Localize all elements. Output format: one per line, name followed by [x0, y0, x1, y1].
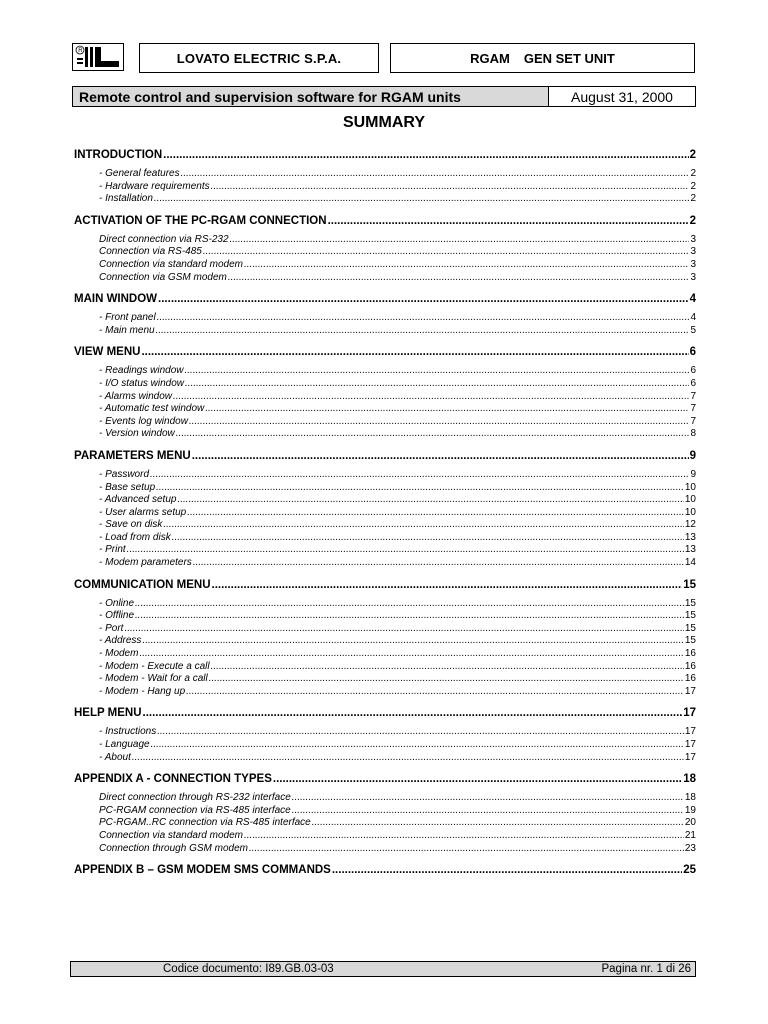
toc-item-page: 10	[684, 506, 696, 518]
toc-leader-dots	[185, 365, 690, 378]
toc-item-page: 18	[684, 792, 696, 804]
toc-leader-dots	[249, 843, 684, 856]
toc-item-page: 2	[690, 180, 696, 192]
toc-item-page: 4	[690, 312, 696, 324]
toc-leader-dots	[132, 752, 684, 765]
toc-leader-dots	[212, 577, 683, 593]
toc-subitems	[74, 163, 696, 206]
toc-leader-dots	[211, 661, 684, 674]
toc-item-page: 7	[690, 415, 696, 427]
toc-leader-dots	[173, 391, 689, 404]
toc-section	[74, 291, 696, 337]
toc-leader-dots	[156, 325, 690, 338]
toc-item-title: Connection via standard modem	[99, 829, 243, 841]
toc-item-page: 15	[684, 610, 696, 622]
toc-section-page: 15	[683, 578, 696, 591]
toc-item-title: - Modem parameters	[99, 557, 192, 569]
toc-item[interactable]	[74, 259, 696, 272]
toc-item-page: 17	[684, 739, 696, 750]
toc-item-title: - Version window	[99, 428, 175, 440]
toc-item-title: - Save on disk	[99, 519, 163, 531]
toc-leader-dots	[244, 259, 689, 272]
product-name: GEN SET UNIT	[523, 50, 615, 66]
toc-item-title: Connection via GSM modem	[99, 271, 227, 283]
toc-item[interactable]	[74, 673, 696, 686]
document-code: Codice documento: I89.GB.03-03	[163, 963, 334, 975]
toc-section-title: APPENDIX B – GSM MODEM SMS COMMANDS	[74, 864, 331, 877]
toc-section	[74, 344, 696, 441]
toc-subitems	[74, 787, 696, 855]
toc-leader-dots	[163, 147, 688, 163]
toc-item[interactable]	[74, 792, 696, 805]
toc-leader-dots	[189, 416, 690, 429]
toc-section-title: COMMUNICATION MENU	[74, 578, 211, 591]
toc-leader-dots	[135, 598, 684, 611]
toc-section	[74, 705, 696, 764]
toc-item-page: 7	[690, 403, 696, 415]
toc-section-heading[interactable]	[74, 771, 696, 787]
toc-leader-dots	[142, 635, 683, 648]
toc-item-title: - Base setup	[99, 481, 156, 493]
toc-item[interactable]	[74, 648, 696, 661]
toc-item-title: - Hardware requirements	[99, 180, 210, 192]
toc-item[interactable]	[74, 817, 696, 830]
toc-item-title: - Modem - Hang up	[99, 685, 186, 697]
toc-item-title: - Print	[99, 544, 126, 556]
toc-leader-dots	[172, 532, 684, 545]
toc-leader-dots	[139, 648, 683, 661]
lovato-logo-icon	[72, 43, 124, 71]
toc-section	[74, 862, 696, 878]
toc-item-title: - Load from disk	[99, 531, 171, 543]
toc-item-title: Connection via RS-485	[99, 246, 202, 258]
subtitle-bar	[72, 86, 696, 107]
toc-item-title: - Alarms window	[99, 390, 172, 402]
toc-item[interactable]	[74, 544, 696, 557]
toc-item-page: 9	[690, 468, 696, 480]
document-date: August 31, 2000	[571, 88, 673, 105]
toc-item-title: - User alarms setup	[99, 506, 187, 518]
toc-section-title: APPENDIX A - CONNECTION TYPES	[74, 773, 272, 786]
toc-item[interactable]	[74, 272, 696, 285]
toc-item-page: 2	[690, 168, 696, 179]
toc-item[interactable]	[74, 391, 696, 404]
toc-section-title: INTRODUCTION	[74, 149, 163, 161]
toc-leader-dots	[230, 234, 690, 247]
toc-item-page: 5	[690, 324, 696, 336]
toc-section-page: 2	[689, 214, 696, 227]
product-code: RGAM	[470, 50, 510, 66]
toc-section-page: 2	[689, 149, 696, 161]
toc-item-page: 16	[684, 660, 696, 672]
page-number: Pagina nr. 1 di 26	[601, 963, 691, 975]
toc-leader-dots	[157, 726, 684, 739]
toc-section-page: 4	[689, 293, 696, 306]
toc-section-page: 25	[683, 864, 696, 877]
toc-item[interactable]	[74, 193, 696, 206]
toc-item-page: 16	[684, 648, 696, 660]
toc-item-title: - Instructions	[99, 726, 157, 738]
toc-subitems	[74, 360, 696, 441]
toc-item-title: PC-RGAM connection via RS-485 interface	[99, 804, 291, 816]
toc-leader-dots	[192, 448, 689, 464]
toc-section-title: VIEW MENU	[74, 346, 141, 359]
product-box	[390, 43, 695, 73]
toc-leader-dots	[186, 686, 684, 699]
toc-leader-dots	[205, 403, 689, 416]
toc-item-page: 23	[684, 842, 696, 854]
toc-item-page: 19	[684, 804, 696, 816]
toc-item-page: 16	[684, 673, 696, 685]
toc-item[interactable]	[74, 752, 696, 765]
toc-item-page: 17	[684, 751, 696, 763]
toc-section-title: ACTIVATION OF THE PC-RGAM CONNECTION	[74, 214, 327, 227]
toc-item[interactable]	[74, 507, 696, 520]
toc-subitems	[74, 593, 696, 699]
toc-item-page: 15	[684, 635, 696, 647]
toc-item[interactable]	[74, 661, 696, 674]
toc-item[interactable]	[74, 623, 696, 636]
toc-item-page: 3	[690, 233, 696, 245]
toc-leader-dots	[158, 291, 689, 307]
toc-item-title: - Modem - Wait for a call	[99, 673, 208, 685]
toc-item-title: - Events log window	[99, 415, 188, 427]
toc-item[interactable]	[74, 181, 696, 194]
company-name: LOVATO ELECTRIC S.P.A.	[139, 43, 379, 73]
toc-item[interactable]	[74, 312, 696, 325]
toc-item-page: 2	[690, 193, 696, 205]
toc-item[interactable]	[74, 726, 696, 739]
toc-item-title: - Modem - Execute a call	[99, 660, 210, 672]
summary-title: SUMMARY	[342, 114, 426, 131]
toc-leader-dots	[185, 378, 689, 391]
toc-subitems	[74, 721, 696, 764]
toc-item[interactable]	[74, 428, 696, 441]
toc-item-title: Connection through GSM modem	[99, 842, 248, 854]
toc-item-title: - General features	[99, 168, 180, 179]
toc-item-title: - Readings window	[99, 365, 184, 377]
toc-item[interactable]	[74, 532, 696, 545]
toc-item-title: - Front panel	[99, 312, 156, 324]
toc-subitems	[74, 229, 696, 284]
toc-item-title: - Installation	[99, 193, 153, 205]
toc-subitems	[74, 307, 696, 337]
toc-section-heading[interactable]	[74, 344, 696, 360]
toc-item-title: - Advanced setup	[99, 494, 177, 506]
toc-item-title: - About	[99, 751, 131, 763]
toc-item[interactable]	[74, 557, 696, 570]
page-footer	[70, 961, 696, 977]
toc-item-page: 13	[684, 544, 696, 556]
toc-item[interactable]	[74, 416, 696, 429]
toc-item-title: - Automatic test window	[99, 403, 205, 415]
toc-item-page: 14	[684, 557, 696, 569]
toc-item[interactable]	[74, 686, 696, 699]
toc-item-title: - Online	[99, 597, 135, 609]
toc-item[interactable]	[74, 519, 696, 532]
toc-item-page: 7	[690, 390, 696, 402]
toc-item[interactable]	[74, 494, 696, 507]
toc-leader-dots	[177, 494, 683, 507]
toc-leader-dots	[143, 705, 683, 721]
toc-leader-dots	[156, 482, 684, 495]
toc-item-page: 3	[690, 271, 696, 283]
toc-leader-dots	[244, 830, 684, 843]
toc-item-page: 17	[684, 726, 696, 738]
toc-item-title: - Address	[99, 635, 142, 647]
toc-section-title: HELP MENU	[74, 707, 142, 720]
toc-section	[74, 147, 696, 206]
toc-item-page: 3	[690, 246, 696, 258]
toc-section-page: 6	[689, 346, 696, 359]
toc-item-title: - Language	[99, 739, 150, 750]
toc-item-page: 6	[690, 377, 696, 389]
toc-item-title: Direct connection through RS-232 interface	[99, 792, 291, 804]
toc-leader-dots	[211, 181, 690, 194]
toc-leader-dots	[193, 557, 684, 570]
toc-section-heading[interactable]	[74, 862, 696, 878]
toc-leader-dots	[163, 519, 684, 532]
toc-leader-dots	[209, 673, 684, 686]
toc-section-heading[interactable]	[74, 213, 696, 229]
toc-section	[74, 771, 696, 855]
toc-leader-dots	[150, 469, 689, 482]
toc-item[interactable]	[74, 234, 696, 247]
toc-item-title: Direct connection via RS-232	[99, 233, 229, 245]
toc-section-page: 18	[683, 773, 696, 786]
toc-item[interactable]	[74, 739, 696, 752]
toc-leader-dots	[127, 544, 684, 557]
toc-leader-dots	[151, 739, 684, 752]
toc-section	[74, 577, 696, 699]
toc-item[interactable]	[74, 610, 696, 623]
toc-section-heading[interactable]	[74, 291, 696, 307]
toc-leader-dots	[328, 213, 689, 229]
toc-leader-dots	[228, 272, 690, 285]
toc-section-heading[interactable]	[74, 147, 696, 163]
toc-item[interactable]	[74, 325, 696, 338]
table-of-contents	[74, 147, 696, 884]
toc-item-page: 10	[684, 494, 696, 506]
toc-item[interactable]	[74, 365, 696, 378]
toc-item-page: 8	[690, 428, 696, 440]
toc-leader-dots	[187, 507, 684, 520]
toc-leader-dots	[141, 344, 688, 360]
toc-item-page: 13	[684, 531, 696, 543]
toc-item-title: - Main menu	[99, 324, 155, 336]
toc-leader-dots	[332, 862, 682, 878]
toc-section-heading[interactable]	[74, 448, 696, 464]
toc-section-title: MAIN WINDOW	[74, 293, 158, 306]
toc-leader-dots	[135, 610, 684, 623]
toc-section	[74, 213, 696, 284]
toc-leader-dots	[292, 805, 684, 818]
toc-section	[74, 448, 696, 570]
toc-item-title: - Password	[99, 468, 150, 480]
toc-item-title: PC-RGAM..RC connection via RS-485 interface	[99, 817, 311, 829]
toc-item-page: 10	[684, 481, 696, 493]
toc-item-page: 20	[684, 817, 696, 829]
toc-leader-dots	[154, 193, 690, 206]
toc-subitems	[74, 464, 696, 570]
toc-item[interactable]	[74, 635, 696, 648]
toc-item-page: 21	[684, 829, 696, 841]
toc-item[interactable]	[74, 598, 696, 611]
toc-leader-dots	[273, 771, 682, 787]
document-subtitle: Remote control and supervision software for RGAM units	[73, 87, 549, 106]
toc-item-page: 15	[684, 622, 696, 634]
toc-item[interactable]	[74, 830, 696, 843]
toc-section-title: PARAMETERS MENU	[74, 449, 191, 462]
toc-item-title: - Offline	[99, 610, 135, 622]
toc-item[interactable]	[74, 469, 696, 482]
toc-section-page: 9	[689, 449, 696, 462]
toc-item-page: 15	[684, 597, 696, 609]
toc-item[interactable]	[74, 843, 696, 856]
toc-leader-dots	[312, 817, 684, 830]
toc-item-title: Connection via standard modem	[99, 258, 243, 270]
logo-mark	[73, 44, 123, 70]
toc-item-title: - I/O status window	[99, 377, 185, 389]
toc-item-title: - Modem	[99, 648, 139, 660]
toc-item-page: 12	[684, 519, 696, 531]
toc-item-page: 3	[690, 258, 696, 270]
toc-item-page: 6	[690, 365, 696, 377]
toc-item[interactable]	[74, 168, 696, 181]
toc-leader-dots	[181, 168, 690, 181]
toc-leader-dots	[157, 312, 690, 325]
toc-section-heading[interactable]	[74, 705, 696, 721]
toc-item[interactable]	[74, 482, 696, 495]
toc-item[interactable]	[74, 403, 696, 416]
svg-text:R: R	[78, 48, 83, 55]
toc-leader-dots	[176, 428, 690, 441]
toc-item[interactable]	[74, 378, 696, 391]
toc-item[interactable]	[74, 246, 696, 259]
toc-leader-dots	[203, 246, 690, 259]
toc-section-heading[interactable]	[74, 577, 696, 593]
toc-leader-dots	[292, 792, 684, 805]
toc-item-page: 17	[684, 685, 696, 697]
toc-leader-dots	[124, 623, 683, 636]
toc-item-title: - Port	[99, 622, 124, 634]
toc-section-page: 17	[683, 707, 696, 720]
toc-item[interactable]	[74, 805, 696, 818]
